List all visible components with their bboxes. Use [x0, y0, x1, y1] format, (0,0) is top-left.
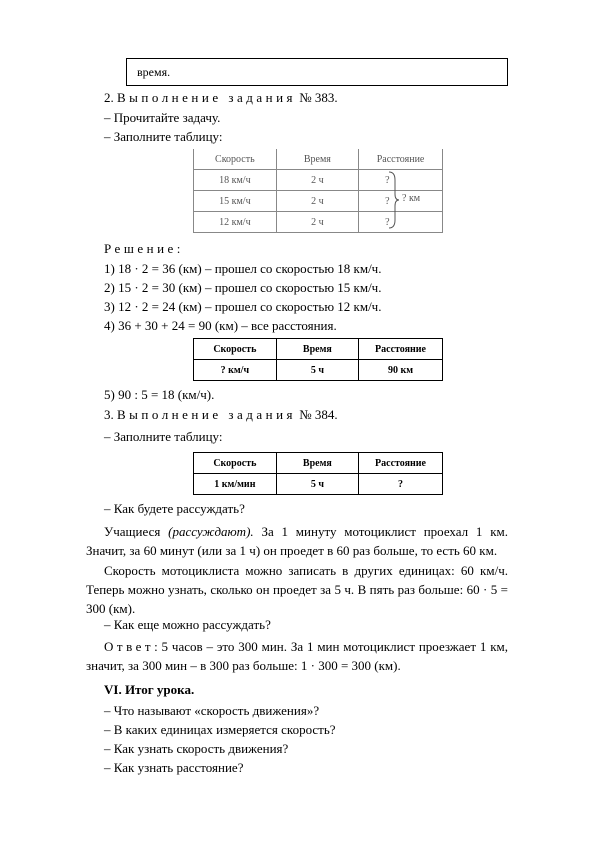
- final-question: – Как узнать скорость движения?: [104, 741, 289, 756]
- step-fill-2: – Заполните таблицу:: [104, 429, 223, 444]
- table-384: [193, 452, 443, 495]
- table-header: Скорость: [194, 339, 277, 360]
- students-paragraph: [86, 522, 508, 560]
- task-383-number: 2.: [104, 90, 117, 105]
- students-label: Учащиеся: [104, 524, 161, 539]
- table-cell: 5 ч: [276, 360, 358, 381]
- table-383-answer: [193, 338, 443, 381]
- curly-brace-icon: [388, 170, 400, 230]
- table-header: Время: [276, 149, 358, 170]
- table-cell: ? км/ч: [194, 360, 277, 381]
- final-question: – В каких единицах измеряется скорость?: [104, 722, 336, 737]
- answer-text: : 5 часов – это 300 мин. За 1 мин мотоциклист проезжает 1 км, значит, за 300 мин – в 300 раз больше: 1 · 300 = 300 (км).: [86, 639, 508, 673]
- speed-paragraph: [86, 561, 508, 618]
- table-header: Скорость: [194, 453, 277, 474]
- table-cell: 15 км/ч: [194, 191, 277, 212]
- solution-line-5: 5) 90 : 5 = 18 (км/ч).: [104, 387, 215, 402]
- task-383-spaced: Выполнение задания: [117, 90, 297, 105]
- table-cell: 90 км: [359, 360, 443, 381]
- table-header: Расстояние: [359, 149, 443, 170]
- table-cell: 1 км/мин: [194, 474, 277, 495]
- solution-line: 2) 15 · 2 = 30 (км) – прошел со скоростью 15 км/ч.: [104, 280, 382, 295]
- task-383-heading: [104, 90, 338, 106]
- section-title: VI. Итог урока.: [104, 682, 195, 697]
- table-cell: ?: [359, 191, 443, 212]
- table-header: Расстояние: [359, 453, 443, 474]
- answer-paragraph: [86, 637, 508, 675]
- table-cell: 2 ч: [276, 170, 358, 191]
- table-cell: 18 км/ч: [194, 170, 277, 191]
- final-question: – Что называют «скорость движения»?: [104, 703, 320, 718]
- table-cell: ?: [359, 212, 443, 233]
- students-italic: (рассуждают).: [168, 524, 254, 539]
- task-384-number: 3.: [104, 407, 117, 422]
- question-other: – Как еще можно рассуждать?: [104, 617, 271, 632]
- top-box-text: время.: [137, 65, 171, 79]
- step-fill: – Заполните таблицу:: [104, 129, 223, 144]
- brace-label: ? км: [402, 193, 421, 204]
- solution-line: 4) 36 + 30 + 24 = 90 (км) – все расстояния.: [104, 318, 337, 333]
- speed-text: Скорость мотоциклиста можно записать в других единицах: 60 км/ч. Теперь можно узнать, сколько он проедет за 5 ч. В пять раз больше: 60 · 5 = 300 (км).: [86, 563, 508, 616]
- table-cell: ?: [359, 170, 443, 191]
- task-384-spaced: Выполнение задания: [117, 407, 297, 422]
- table-cell: 2 ч: [276, 212, 358, 233]
- solution-label: Решение:: [104, 241, 184, 256]
- table-header: Время: [276, 339, 358, 360]
- table-header: Время: [276, 453, 358, 474]
- table-cell: 12 км/ч: [194, 212, 277, 233]
- table-cell: 2 ч: [276, 191, 358, 212]
- table-cell: 5 ч: [276, 474, 358, 495]
- table-383: [193, 149, 443, 233]
- final-question: – Как узнать расстояние?: [104, 760, 244, 775]
- table-header: Расстояние: [359, 339, 443, 360]
- solution-line: 1) 18 · 2 = 36 (км) – прошел со скоростью 18 км/ч.: [104, 261, 382, 276]
- students-text: За 1 минуту мотоциклист проехал 1 км. Значит, за 60 минут (или за 1 ч) он проедет в 60 раз больше, то есть 60 км.: [86, 524, 508, 558]
- task-384-tail: № 384.: [296, 407, 338, 422]
- solution-line: 3) 12 · 2 = 24 (км) – прошел со скоростью 12 км/ч.: [104, 299, 382, 314]
- answer-label: Ответ: [104, 639, 155, 654]
- top-box: [126, 58, 508, 86]
- table-header: Скорость: [194, 149, 277, 170]
- question-reason: – Как будете рассуждать?: [104, 501, 245, 516]
- table-cell: ?: [359, 474, 443, 495]
- step-read: – Прочитайте задачу.: [104, 110, 221, 125]
- task-384-heading: [104, 407, 338, 423]
- task-383-tail: № 383.: [296, 90, 338, 105]
